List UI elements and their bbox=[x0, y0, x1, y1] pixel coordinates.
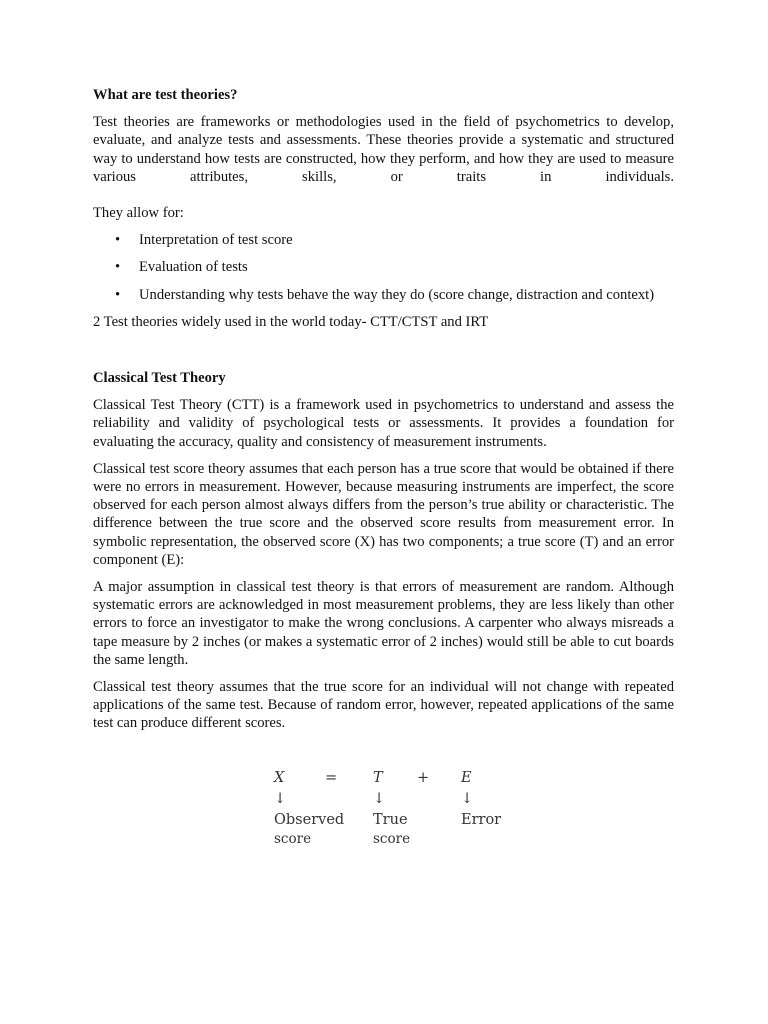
equation-x: X bbox=[274, 770, 285, 786]
bullet-icon: • bbox=[115, 259, 121, 276]
test-theories-summary: 2 Test theories widely used in the world today- CTT/CTST and IRT bbox=[93, 313, 489, 330]
arrow-down-icon: ↓ bbox=[461, 791, 474, 807]
bullet-icon: • bbox=[115, 286, 121, 303]
label-observed: Observed bbox=[274, 812, 345, 828]
section-title-test-theories: What are test theories? bbox=[93, 87, 238, 103]
equation-t: T bbox=[373, 770, 383, 786]
arrow-down-icon: ↓ bbox=[274, 791, 287, 807]
equation-e: E bbox=[461, 770, 472, 786]
equation-equals: = bbox=[325, 770, 338, 786]
label-true: True bbox=[373, 812, 408, 828]
paragraph-ctt-intro: Classical Test Theory (CTT) is a framework used in psychometrics to understand and assess the reliability and validity of psychological tests or assessments. It provides a foundation for evaluating the accuracy, quality and consistency of measurement instruments. bbox=[93, 397, 674, 450]
paragraph-true-score: Classical test score theory assumes that each person has a true score that would be obtained if there were no errors in measurement. However, because measuring instruments are imperfect, the score observed for each person almost always differs from the person’s true ability or characteristic. The difference between the true score and the observed score results from measurement error. In symbolic representation, the observed score (X) has two components; a true score (T) and an error component (E): bbox=[93, 460, 674, 568]
document-body bbox=[93, 86, 674, 733]
list-item: • Understanding why tests behave the way they do (score change, distraction and context) bbox=[115, 286, 655, 303]
allow-list bbox=[93, 231, 674, 304]
list-item: • Evaluation of tests bbox=[115, 259, 248, 276]
paragraph-test-theories: Test theories are frameworks or methodologies used in the field of psychometrics to develop, evaluate, and analyze tests and assessments. These theories provide a systematic and structured way to understand how tests are constructed, how they perform, and how they are used to measure various attributes, skills, or traits in individuals. bbox=[93, 114, 674, 185]
equation-plus: + bbox=[417, 770, 430, 786]
label-observed-score: score bbox=[274, 831, 312, 847]
arrow-down-icon: ↓ bbox=[373, 791, 386, 807]
paragraph-random-errors: A major assumption in classical test theory is that errors of measurement are random. Although systematic errors are acknowledged in most measurement problems, they are less likely than other errors to force an investigator to make the wrong conclusions. A carpenter who always misreads a tape measure by 2 inches (or makes a systematic error of 2 inches) would still be able to cut boards the same length. bbox=[93, 579, 674, 668]
allow-intro: They allow for: bbox=[93, 205, 184, 222]
label-error: Error bbox=[461, 812, 502, 828]
paragraph-repeated-applications: Classical test theory assumes that the true score for an individual will not change with repeated applications of the same test. Because of random error, however, repeated applications of the same test can produce different scores. bbox=[93, 679, 674, 732]
bullet-icon: • bbox=[115, 232, 121, 249]
label-true-score: score bbox=[373, 831, 411, 847]
list-item: • Interpretation of test score bbox=[115, 232, 293, 249]
section-title-ctt: Classical Test Theory bbox=[93, 370, 226, 387]
